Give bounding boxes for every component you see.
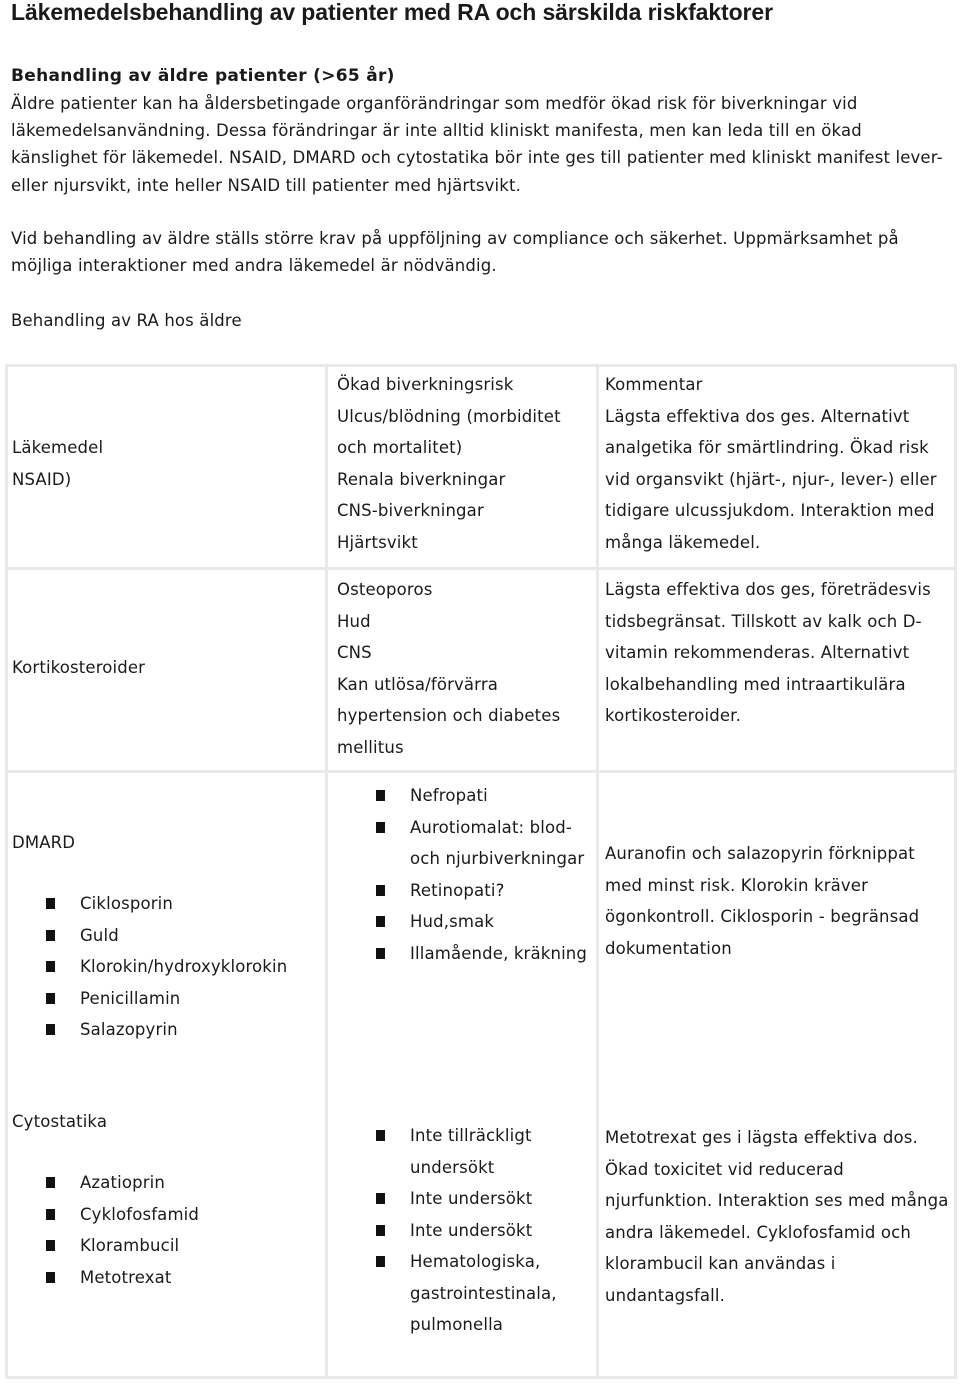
row-cortico-drug-cell [12,652,312,684]
cyto-risk-list [336,1120,596,1341]
column-header-risk: Ökad biverkningsrisk [337,375,514,394]
drug-name-nsaid: NSAID) [12,469,72,489]
comment-text: Lägsta effektiva dos ges. Alternativt analgetika för smärtlindring. Ökad risk vid organsvikt (hjärt-, njur-, lever-) eller tidigare ulcussjukdom. Interaktion med många läkemedel. [605,406,937,552]
risk-item: Hjärtsvikt [337,532,418,552]
list-item: Aurotiomalat: blod- och njurbiverkningar [336,812,596,875]
list-item: Illamående, kräkning [336,938,596,970]
column-header-drug: Läkemedel [12,438,104,457]
table-border-bottom [5,1376,957,1379]
column-header-comment: Kommentar [605,375,703,394]
dmard-drug-list [5,888,325,1046]
dmard-risk-list [336,780,596,969]
list-item: Penicillamin [5,983,325,1015]
cyto-drug-list [5,1167,325,1293]
followup-paragraph: Vid behandling av äldre ställs större krav på uppföljning av compliance och säkerhet. Uppmärksamhet på möjliga interaktioner med andra läkemedel är nödvändig. [11,229,899,276]
row-cortico-comment-cell [605,574,953,732]
list-item: Klorambucil [5,1230,325,1262]
table-col-divider [596,364,599,1378]
list-item: Inte undersökt [336,1183,596,1215]
comment-text: Auranofin och salazopyrin förknippat med minst risk. Klorokin kräver ögonkontroll. Ciklosporin - begränsad dokumentation [605,844,920,958]
list-item: Inte undersökt [336,1215,596,1247]
drug-name-cyto: Cytostatika [12,1112,108,1131]
list-item: Inte tillräckligt undersökt [336,1120,596,1183]
comment-text: Lägsta effektiva dos ges, företrädesvis tidsbegränsat. Tillskott av kalk och D-vitamin rekommenderas. Alternativt lokalbehandling med intraartikulära kortikosteroider. [605,580,931,725]
section-heading: Behandling av äldre patienter (>65 år) [11,66,395,86]
row-dmard-drug-cell [12,827,324,859]
intro-paragraph: Äldre patienter kan ha åldersbetingade organförändringar som medför ökad risk för biverkningar vid läkemedelsanvändning. Dessa förändringar är inte alltid kliniskt manifesta, men kan leda till en ökad känslighet för läkemedel. NSAID, DMARD och cytostatika bör inte ges till patienter med kliniskt manifest lever- eller njursvikt, inte heller NSAID till patienter med hjärtsvikt. [11,94,943,195]
list-item: Metotrexat [5,1262,325,1294]
list-item: Ciklosporin [5,888,325,920]
drug-name-cortico: Kortikosteroider [12,658,146,677]
list-item: Hematologiska, gastrointestinala, pulmonella [336,1246,596,1341]
list-item: Guld [5,920,325,952]
page-title: Läkemedelsbehandling av patienter med RA och särskilda riskfaktorer [11,0,773,25]
table-col-divider [325,364,328,1378]
row-cortico-risk-cell [337,574,593,763]
row-nsaid-drug-cell [12,432,312,495]
table-row-divider [5,567,957,570]
risk-item: Kan utlösa/förvärra hypertension och diabetes mellitus [337,674,561,757]
table-label: Behandling av RA hos äldre [11,311,242,330]
risk-item: Osteoporos [337,580,433,599]
table-row-divider [5,770,957,773]
drug-name-dmard: DMARD [12,833,76,852]
risk-item: CNS [337,643,372,662]
treatment-table [5,364,957,1378]
list-item: Hud,smak [336,906,596,938]
comment-text: Metotrexat ges i lägsta effektiva dos. Ökad toxicitet vid reducerad njurfunktion. Interaktion ses med många andra läkemedel. Cyklofosfamid och klorambucil kan användas i undantagsfall. [605,1128,949,1305]
list-item: Nefropati [336,780,596,812]
risk-item: Ulcus/blödning (morbiditet och mortalitet) [337,406,561,457]
list-item: Retinopati? [336,875,596,907]
row-cyto-drug-cell [12,1106,324,1138]
risk-item: Renala biverkningar [337,469,506,489]
table-border-top [5,364,957,367]
list-item: Salazopyrin [5,1014,325,1046]
row-dmard-comment-cell [605,838,953,964]
row-cyto-comment-cell [605,1122,953,1311]
row-nsaid-comment-cell [605,369,953,558]
list-item: Cyklofosfamid [5,1199,325,1231]
risk-item: CNS-biverkningar [337,501,484,520]
table-border-right [954,364,957,1378]
list-item: Klorokin/hydroxyklorokin [5,951,325,983]
risk-item: Hud [337,611,371,631]
row-nsaid-risk-cell [337,369,593,558]
list-item: Azatioprin [5,1167,325,1199]
